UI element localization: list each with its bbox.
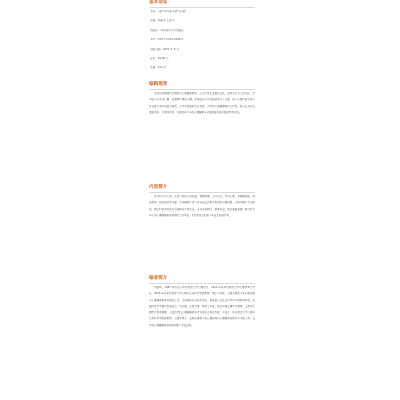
author-bio-heading: 编者简介 [149,276,255,284]
basic-info-heading: 基本信息 [149,0,255,8]
basic-info-section [149,0,255,76]
info-row-book-title: 书名：《美少年实用手册与心理》 [150,10,188,13]
info-row-isbn: 书号：978-7-5760-1006-5 [150,38,183,42]
editor-recommendation-heading: 编辑推荐 [149,82,255,90]
basic-info-list [150,10,255,69]
info-row-publisher: 出版社：华东师范大学出版社 [150,28,184,32]
author-bio-section [149,276,255,329]
author-bio-text: 刘丽华，1987 年毕业于华东师范大学心理学系，1996 年获华东师范大学心理学博士学位。2006 年任华东师范大学心理与认知科学学院教授，博士生导师。主要从事青少年心理发展与心理健康教育的研究工作，主持国家社会科学基金、教育部人文社会科学等多项科研项目，在国内外学术期刊发表论文一百余篇，出版专著、教材十余部。现任中国心理学会理事、上海市心理学会常务理事、上海市学校心理健康教育专家委员会委员等职。王爱芹，华东师范大学心理与认知科学学院副教授，心理学博士，长期从事青少年心理咨询与心理辅导的教学与实践工作，在学校心理健康教育领域积累了丰富经验。 [149,286,255,327]
info-row-pages: 页数：224 页 [150,66,167,70]
content-summary-heading: 内容简介 [149,185,255,193]
info-row-publish-date: 出版日期：2021 年 8 月 [150,47,179,51]
info-row-price: 定价：49.80 元 [150,56,169,60]
editor-recommendation-section [149,82,255,116]
info-row-editor: 主编：刘丽华 王爱芹 [150,19,175,23]
content-summary-text: 本书共分为七章，从美少年的认知发展、情绪管理、人际交往、学习心理、青春期困惑、网络使用、职业规划等方面，系统梳理了青少年在成长过程中常见的心理问题，分析问题产生的原因，提出科学有效的应对策略和干预方法。全书内容翔实，案例丰富，语言通俗易懂，既可作为中小学心理健康教育教师的工作用书，也可供家长和青少年自主阅读参考。 [149,195,255,217]
editor-recommendation-text: 本书包括情绪认识调控与心理健康教育、认识个性化发展及自我、同伴关系与人际交往、学习能力与学业心理、青春期生理及心理、环境适应与生活技能等多个主题，每个主题均结合青少年日常生活中的真实案例，以专家答疑的方式呈现，为学校心理健康教育工作者、班主任及家长提供系统、实用的指导，对促进青少年的心理健康与全面发展具有重要的参考价值。 [149,92,255,114]
content-summary-section [149,185,255,219]
